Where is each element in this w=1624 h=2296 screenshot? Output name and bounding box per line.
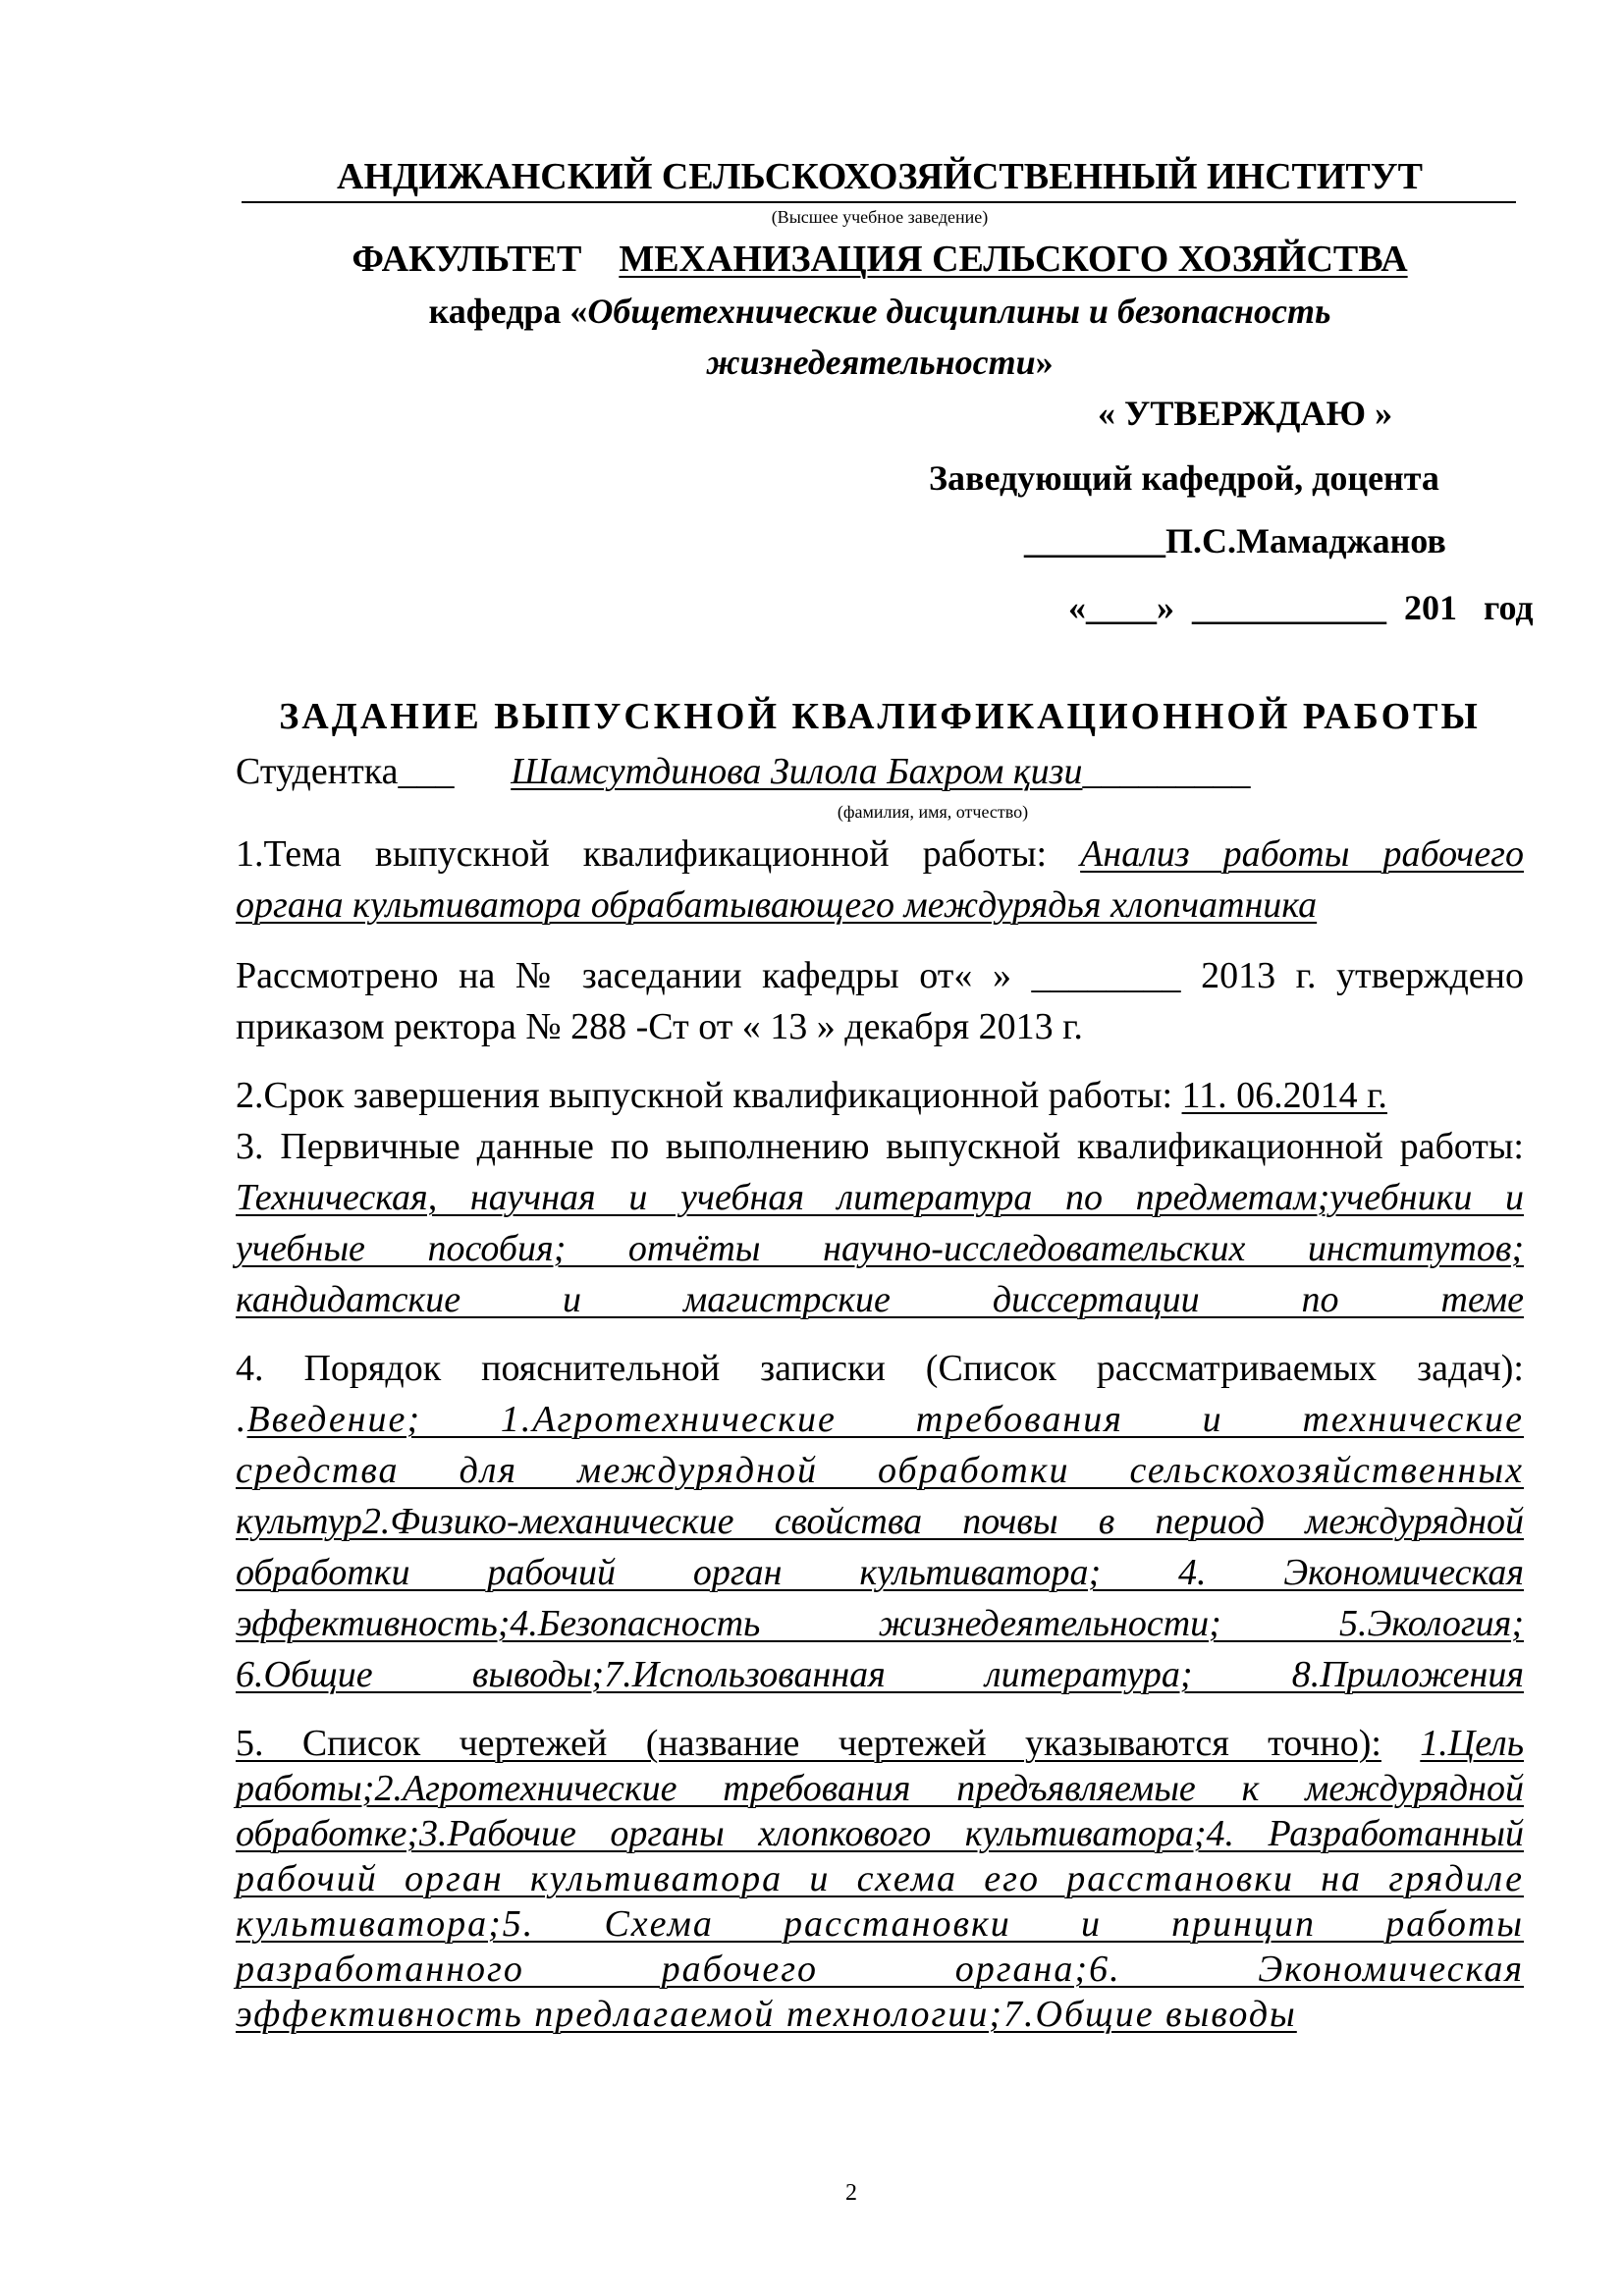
student-pre-blank: ___ — [398, 751, 455, 792]
section-4-item: Введение; 1.Агротехнические требования и технические — [246, 1399, 1524, 1440]
section-3-label: 3. Первичные данные по выполнению выпускной квалификационной работы: — [236, 1126, 1524, 1167]
student-label: Студентка — [236, 751, 399, 792]
section-1-line-2 — [236, 883, 1524, 927]
section-5-label: 5. Список чертежей (название чертежей указываются точно): — [236, 1723, 1381, 1764]
department-name-cont: жизнедеятельности — [706, 343, 1036, 382]
section-3-line-3: кандидатские и магистрские диссертации по теме — [236, 1279, 1524, 1320]
section-5-line-3: обработке;3.Рабочие органы хлопкового культиватора;4. Разработанный — [236, 1813, 1524, 1854]
date-year-suffix: год — [1484, 588, 1534, 627]
institute-title: АНДИЖАНСКИЙ СЕЛЬСКОХОЗЯЙСТВЕННЫЙ ИНСТИТУТ — [337, 156, 1423, 197]
section-1-topic: Анализ работы рабочего — [1080, 833, 1525, 875]
section-4-line-2: средства для междурядной обработки сельскохозяйственных — [236, 1450, 1524, 1491]
faculty-label: ФАКУЛЬТЕТ — [352, 239, 582, 280]
section-3-line-1: Техническая, научная и учебная литература по предметам;учебники и — [236, 1177, 1524, 1218]
student-post-blank: _________ — [1082, 751, 1251, 792]
student-line — [236, 750, 1524, 793]
department-suffix: » — [1035, 343, 1054, 382]
section-5-line-1 — [236, 1722, 1524, 1765]
faculty-name: МЕХАНИЗАЦИЯ СЕЛЬСКОГО ХОЗЯЙСТВА — [619, 239, 1408, 280]
section-4-line-5: эффективность;4.Безопасность жизнедеятельности; 5.Экология; — [236, 1603, 1524, 1644]
signature-blank: ________ — [1024, 521, 1165, 561]
section-5-line-5: культиватора;5. Схема расстановки и принцип работы — [236, 1903, 1524, 1945]
section-3-line-2: учебные пособия; отчёты научно-исследовательских институтов; — [236, 1228, 1524, 1269]
section-4-line-1 — [236, 1398, 1524, 1441]
review-line-2: приказом ректора № 288 -Ст от « 13 » декабря 2013 г. — [236, 1006, 1083, 1047]
section-4-line-6: 6.Общие выводы;7.Использованная литература; 8.Приложения — [236, 1654, 1524, 1695]
faculty-line — [236, 238, 1524, 281]
department-name: Общетехнические дисциплины и безопасность — [587, 292, 1331, 331]
section-5-item: 1.Цель — [1420, 1723, 1525, 1764]
department-prefix: кафедра « — [428, 292, 588, 331]
date-close: » — [1157, 588, 1174, 627]
date-open: « — [1068, 588, 1086, 627]
signatory-name: П.С.Мамаджанов — [1165, 521, 1446, 561]
section-5-line-4: рабочий орган культиватора и схема его расстановки на грядиле — [236, 1858, 1524, 1899]
date-year: 201 — [1404, 588, 1457, 627]
student-name: Шамсутдинова Зилола Бахром қизи — [511, 751, 1083, 792]
section-1-topic-cont: органа культиватора обрабатывающего междурядья хлопчатника — [236, 884, 1318, 926]
section-5-line-2: работы;2.Агротехнические требования предъявляемые к междурядной — [236, 1768, 1524, 1809]
section-4-prefix: . — [236, 1399, 247, 1440]
approval-date — [1068, 587, 1534, 628]
department-line-1 — [236, 291, 1524, 332]
section-1-line-1 — [236, 832, 1524, 876]
approval-signature — [1024, 520, 1446, 561]
date-month-blank: ___________ — [1192, 588, 1386, 627]
student-note: (фамилия, имя, отчество) — [837, 802, 1029, 822]
section-1-label: 1.Тема выпускной квалификационной работы: — [236, 833, 1048, 875]
approval-position: Заведующий кафедрой, доцента — [929, 458, 1439, 498]
section-2-line — [236, 1074, 1524, 1117]
section-4-line-4: обработки рабочий орган культиватора; 4. Экономическая — [236, 1552, 1524, 1593]
date-day-blank: ____ — [1086, 588, 1157, 627]
page-number: 2 — [845, 2180, 857, 2206]
section-5-line-7: эффективность предлагаемой технологии;7.Общие выводы — [236, 1994, 1297, 2035]
section-2-date: 11. 06.2014 г. — [1181, 1075, 1387, 1116]
institute-note: (Высшее учебное заведение) — [771, 207, 989, 227]
section-4-label: 4. Порядок пояснительной записки (Список рассматриваемых задач): — [236, 1348, 1524, 1389]
department-line-2 — [236, 342, 1524, 383]
review-line-1: Рассмотрено на № заседании кафедры от« » ________ 2013 г. утверждено — [236, 955, 1524, 996]
task-title: ЗАДАНИЕ ВЫПУСКНОЙ КВАЛИФИКАЦИОННОЙ РАБОТЫ — [279, 696, 1481, 737]
approval-title: « УТВЕРЖДАЮ » — [1098, 394, 1393, 433]
section-4-line-3: культур2.Физико-механические свойства почвы в период междурядной — [236, 1501, 1524, 1542]
institute-rule — [242, 201, 1516, 203]
section-2-label: 2.Срок завершения выпускной квалификационной работы: — [236, 1075, 1173, 1116]
section-5-line-6: разработанного рабочего органа;6. Экономическая — [236, 1949, 1524, 1990]
